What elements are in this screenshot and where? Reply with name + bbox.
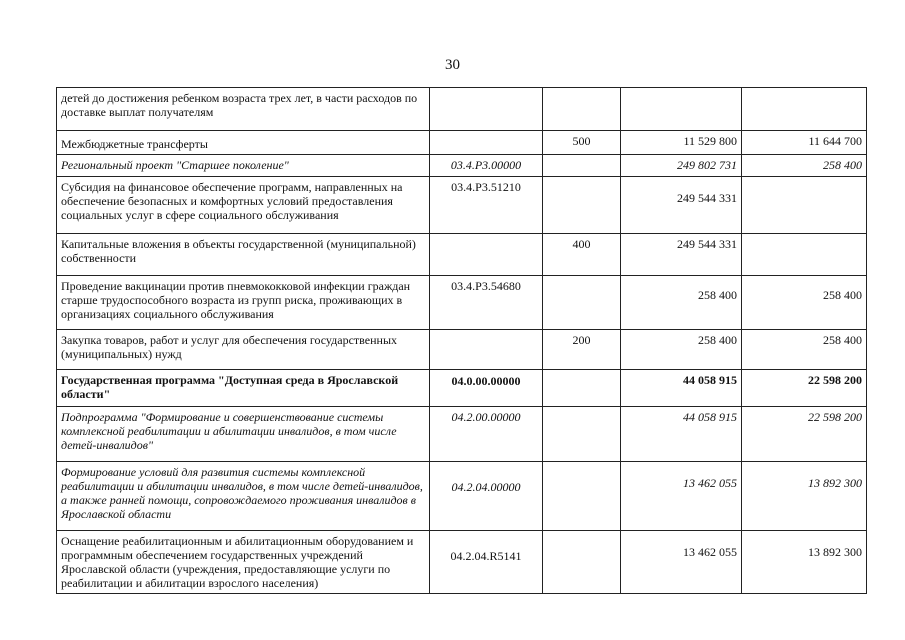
- table-row: [57, 155, 867, 177]
- table-row: [57, 330, 867, 370]
- row-code: [430, 234, 543, 276]
- table-row: [57, 234, 867, 276]
- row-name: Капитальные вложения в объекты государственной (муниципальной) собственности: [57, 234, 430, 276]
- row-amount-year-1: [621, 88, 742, 131]
- row-amount-year-1: 249 544 331: [621, 177, 742, 234]
- row-amount-year-2: 22 598 200: [742, 407, 867, 462]
- row-expense-type: [543, 88, 621, 131]
- row-name: Закупка товаров, работ и услуг для обеспечения государственных (муниципальных) нужд: [57, 330, 430, 370]
- row-amount-year-2: 258 400: [742, 276, 867, 330]
- row-expense-type: [543, 155, 621, 177]
- row-amount-year-1: 258 400: [621, 330, 742, 370]
- row-name: Формирование условий для развития системы комплексной реабилитации и абилитации инвалидов, в том числе детей-инвалидов, а также ранней помощи, сопровождаемого проживания инвалидов в Ярославской области: [57, 462, 430, 531]
- row-expense-type: [543, 276, 621, 330]
- row-name: Межбюджетные трансферты: [57, 131, 430, 155]
- row-name: Субсидия на финансовое обеспечение программ, направленных на обеспечение безопасных и комфортных условий предоставления социальных услуг в сфере социального обслуживания: [57, 177, 430, 234]
- row-expense-type: [543, 370, 621, 407]
- row-code: 04.0.00.00000: [430, 370, 543, 407]
- row-name: Региональный проект "Старшее поколение": [57, 155, 430, 177]
- row-name: Проведение вакцинации против пневмококковой инфекции граждан старше трудоспособного возраста из групп риска, проживающих в организациях социального обслуживания: [57, 276, 430, 330]
- row-amount-year-1: 11 529 800: [621, 131, 742, 155]
- row-code: 04.2.04.00000: [430, 462, 543, 531]
- row-amount-year-1: 13 462 055: [621, 462, 742, 531]
- row-code: 04.2.00.00000: [430, 407, 543, 462]
- row-code: 04.2.04.R5141: [430, 531, 543, 594]
- row-amount-year-2: 13 892 300: [742, 462, 867, 531]
- row-code: 03.4.P3.54680: [430, 276, 543, 330]
- row-amount-year-2: [742, 177, 867, 234]
- table-row: [57, 370, 867, 407]
- row-name: Государственная программа "Доступная среда в Ярославской области": [57, 370, 430, 407]
- table-row: [57, 462, 867, 531]
- table-row: [57, 407, 867, 462]
- row-expense-type: [543, 531, 621, 594]
- row-amount-year-2: 11 644 700: [742, 131, 867, 155]
- row-amount-year-1: 13 462 055: [621, 531, 742, 594]
- row-amount-year-2: 22 598 200: [742, 370, 867, 407]
- table-row: [57, 88, 867, 131]
- row-amount-year-2: 13 892 300: [742, 531, 867, 594]
- row-amount-year-1: 44 058 915: [621, 370, 742, 407]
- row-expense-type: 400: [543, 234, 621, 276]
- row-name: Оснащение реабилитационным и абилитационным оборудованием и программным обеспечением государственных учреждений Ярославской области (учреждения, предоставляющие услуги по реабилитации и абилитации взрослого населения): [57, 531, 430, 594]
- row-name: детей до достижения ребенком возраста трех лет, в части расходов по доставке выплат получателям: [57, 88, 430, 131]
- table-row: [57, 177, 867, 234]
- row-amount-year-2: 258 400: [742, 330, 867, 370]
- row-amount-year-1: 258 400: [621, 276, 742, 330]
- row-expense-type: [543, 407, 621, 462]
- row-code: 03.4.P3.51210: [430, 177, 543, 234]
- row-amount-year-1: 44 058 915: [621, 407, 742, 462]
- row-amount-year-2: [742, 88, 867, 131]
- row-name: Подпрограмма "Формирование и совершенствование системы комплексной реабилитации и абилитации инвалидов, в том числе детей-инвалидов": [57, 407, 430, 462]
- row-expense-type: [543, 462, 621, 531]
- row-amount-year-2: 258 400: [742, 155, 867, 177]
- row-amount-year-1: 249 544 331: [621, 234, 742, 276]
- table-row: [57, 276, 867, 330]
- budget-table: [56, 87, 867, 594]
- row-expense-type: 200: [543, 330, 621, 370]
- page-number: 30: [445, 57, 460, 73]
- row-expense-type: [543, 177, 621, 234]
- table-row: [57, 131, 867, 155]
- row-code: [430, 330, 543, 370]
- row-expense-type: 500: [543, 131, 621, 155]
- row-amount-year-2: [742, 234, 867, 276]
- row-amount-year-1: 249 802 731: [621, 155, 742, 177]
- row-code: [430, 131, 543, 155]
- table-row: [57, 531, 867, 594]
- row-code: [430, 88, 543, 131]
- row-code: 03.4.P3.00000: [430, 155, 543, 177]
